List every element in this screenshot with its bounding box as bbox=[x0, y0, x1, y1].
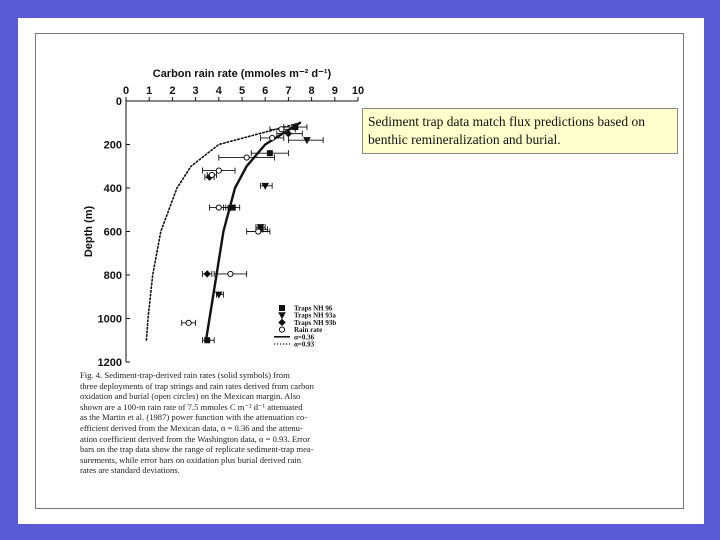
legend-symbol bbox=[279, 319, 285, 325]
x-tick-label: 10 bbox=[351, 85, 365, 97]
point-rain-rate bbox=[256, 229, 261, 234]
point-rain-rate bbox=[186, 320, 191, 325]
legend-label: Traps NH 93b bbox=[294, 318, 337, 327]
legend-label: α=0.36 bbox=[294, 333, 315, 342]
point-rain-rate bbox=[209, 172, 214, 177]
legend-label: Traps NH 93a bbox=[294, 311, 336, 320]
y-axis-title: Depth (m) bbox=[83, 205, 95, 258]
point-rain-rate bbox=[270, 135, 275, 140]
x-tick-label: 9 bbox=[331, 85, 338, 97]
point-rain-rate bbox=[216, 168, 221, 173]
point-rain-rate bbox=[279, 127, 284, 132]
x-tick-label: 8 bbox=[308, 85, 315, 97]
x-tick-label: 3 bbox=[192, 85, 199, 97]
legend-label: α=0.93 bbox=[294, 340, 315, 349]
chart-curves bbox=[146, 123, 300, 340]
legend-symbol bbox=[279, 313, 285, 319]
point-rain-rate bbox=[244, 155, 249, 160]
y-tick-label: 1200 bbox=[97, 357, 122, 369]
callout-box: Sediment trap data match flux predictions based on benthic remineralization and burial. bbox=[362, 108, 678, 154]
chart-legend bbox=[274, 305, 336, 349]
y-tick-label: 800 bbox=[103, 270, 122, 282]
x-tick-label: 6 bbox=[262, 85, 269, 97]
y-tick-label: 600 bbox=[103, 226, 122, 239]
legend-symbol bbox=[279, 327, 284, 332]
legend-label: Traps NH 96 bbox=[294, 304, 333, 313]
x-tick-label: 7 bbox=[285, 85, 292, 97]
y-tick-label: 200 bbox=[103, 139, 122, 152]
point-traps-nh-93b bbox=[204, 271, 210, 277]
x-tick-label: 1 bbox=[146, 85, 153, 97]
legend-symbol bbox=[280, 306, 285, 311]
point-rain-rate bbox=[228, 271, 233, 276]
y-tick-label: 400 bbox=[103, 183, 122, 195]
x-tick-label: 0 bbox=[122, 85, 130, 97]
x-tick-label: 5 bbox=[238, 85, 246, 97]
point-rain-rate bbox=[216, 205, 221, 210]
legend-label: Rain rate bbox=[294, 326, 323, 335]
x-tick-label: 2 bbox=[169, 85, 176, 97]
x-tick-label: 4 bbox=[215, 85, 222, 97]
x-axis-title: Carbon rain rate (mmoles m⁻² d⁻¹) bbox=[152, 68, 332, 80]
figure-caption: Fig. 4. Sediment-trap-derived rain rates (solid symbols) from three deployments of trap strings and rain rates derived from carbon oxidation and burial (open circles) on the Mexican margin. Also shown are a 100-m rain rate of 7.5 mmoles C m⁻² d⁻¹ attenuated as the Martin et al. (1987) power function with the attenuation co- efficient derived from the Mexican data, α = 0.36 and the attenu- ation coefficient derived from the Washington data, α = 0.93. Error bars on the trap data show the range of replicate sediment-trap mea- surements, while error bars on oxidation plus burial derived rain rates are standard deviations. bbox=[80, 370, 314, 476]
point-traps-nh-96 bbox=[205, 338, 210, 343]
point-traps-nh-96 bbox=[267, 151, 272, 156]
y-tick-label: 1000 bbox=[97, 313, 122, 326]
y-tick-label: 0 bbox=[115, 96, 122, 108]
